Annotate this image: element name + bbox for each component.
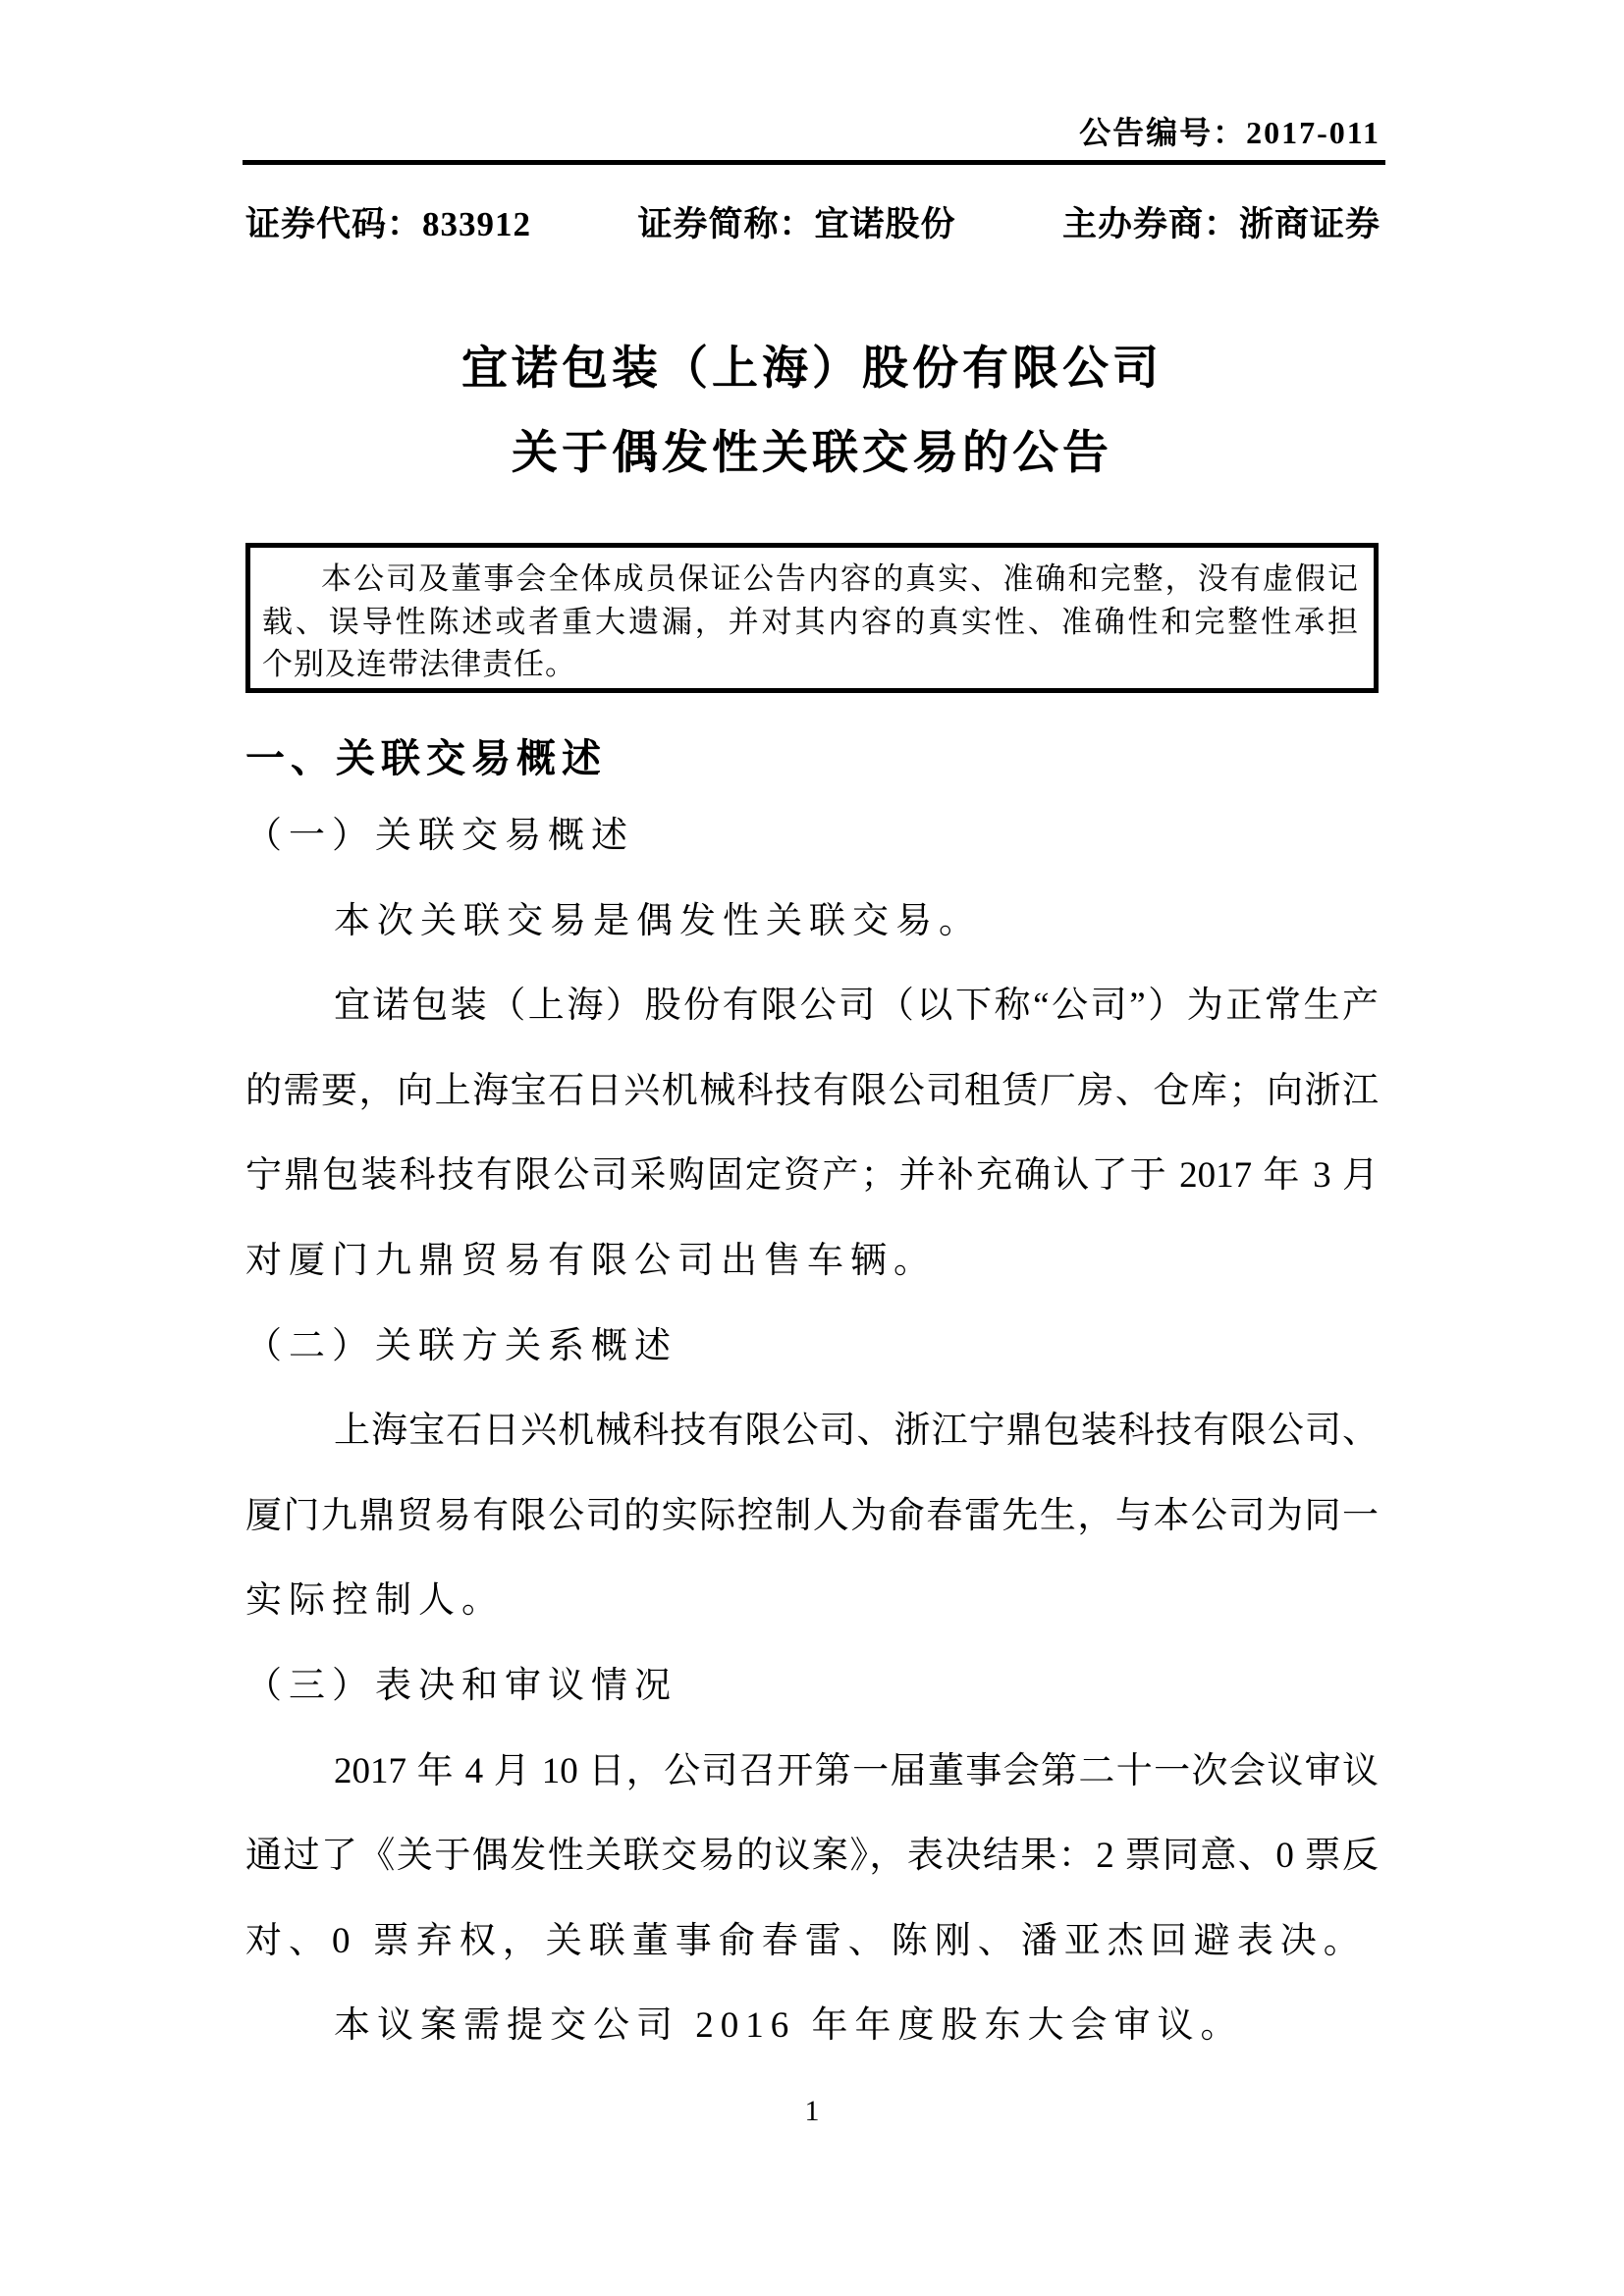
page-number: 1 <box>804 2095 820 2127</box>
disclaimer-line: 个别及连带法律责任。 <box>262 647 576 681</box>
document-title-line2: 关于偶发性关联交易的公告 <box>512 428 1112 479</box>
body-line: 2017 年 4 月 10 日，公司召开第一届董事会第二十一次会议审议 <box>334 1750 1379 1791</box>
document-title-line1: 宜诺包装（上海）股份有限公司 <box>461 344 1163 395</box>
securities-short-name: 证券简称：宜诺股份 <box>637 205 956 243</box>
body-line: 对、0 票弃权，关联董事俞春雷、陈刚、潘亚杰回避表决。 <box>245 1920 1367 1961</box>
body-line: 对厦门九鼎贸易有限公司出售车辆。 <box>245 1240 937 1281</box>
body-line: 上海宝石日兴机械科技有限公司、浙江宁鼎包装科技有限公司、 <box>334 1411 1379 1452</box>
body-line: 本议案需提交公司 2016 年年度股东大会审议。 <box>334 2005 1244 2047</box>
disclaimer-line: 本公司及董事会全体成员保证公告内容的真实、准确和完整，没有虚假记 <box>321 561 1358 596</box>
body-text-block <box>245 794 1379 2069</box>
header-divider-rule <box>243 160 1385 165</box>
body-line: （一）关联交易概述 <box>245 816 634 856</box>
securities-code: 证券代码：833912 <box>245 205 532 243</box>
body-line: 宁鼎包装科技有限公司采购固定资产；并补充确认了于 2017 年 3 月 <box>245 1155 1379 1197</box>
body-line: 通过了《关于偶发性关联交易的议案》，表决结果：2 票同意、0 票反 <box>245 1836 1379 1877</box>
body-line: 实际控制人。 <box>245 1580 505 1622</box>
body-line: 宜诺包装（上海）股份有限公司（以下称“公司”）为正常生产 <box>334 986 1379 1027</box>
section-heading: 一、关联交易概述 <box>245 736 607 780</box>
body-line: （二）关联方关系概述 <box>245 1325 677 1366</box>
body-line: 厦门九鼎贸易有限公司的实际控制人为俞春雷先生，与本公司为同一 <box>245 1495 1379 1536</box>
body-line: 本次关联交易是偶发性关联交易。 <box>334 900 982 941</box>
body-line: 的需要，向上海宝石日兴机械科技有限公司租赁厂房、仓库；向浙江 <box>245 1070 1379 1111</box>
securities-info-row <box>245 197 1380 246</box>
disclaimer-line: 载、误导性陈述或者重大遗漏，并对其内容的真实性、准确性和完整性承担 <box>262 604 1358 639</box>
disclaimer-box <box>245 543 1379 693</box>
sponsor-broker: 主办券商：浙商证券 <box>1061 205 1380 243</box>
body-line: （三）表决和审议情况 <box>245 1665 677 1706</box>
announcement-number: 公告编号：2017-011 <box>1079 115 1380 150</box>
